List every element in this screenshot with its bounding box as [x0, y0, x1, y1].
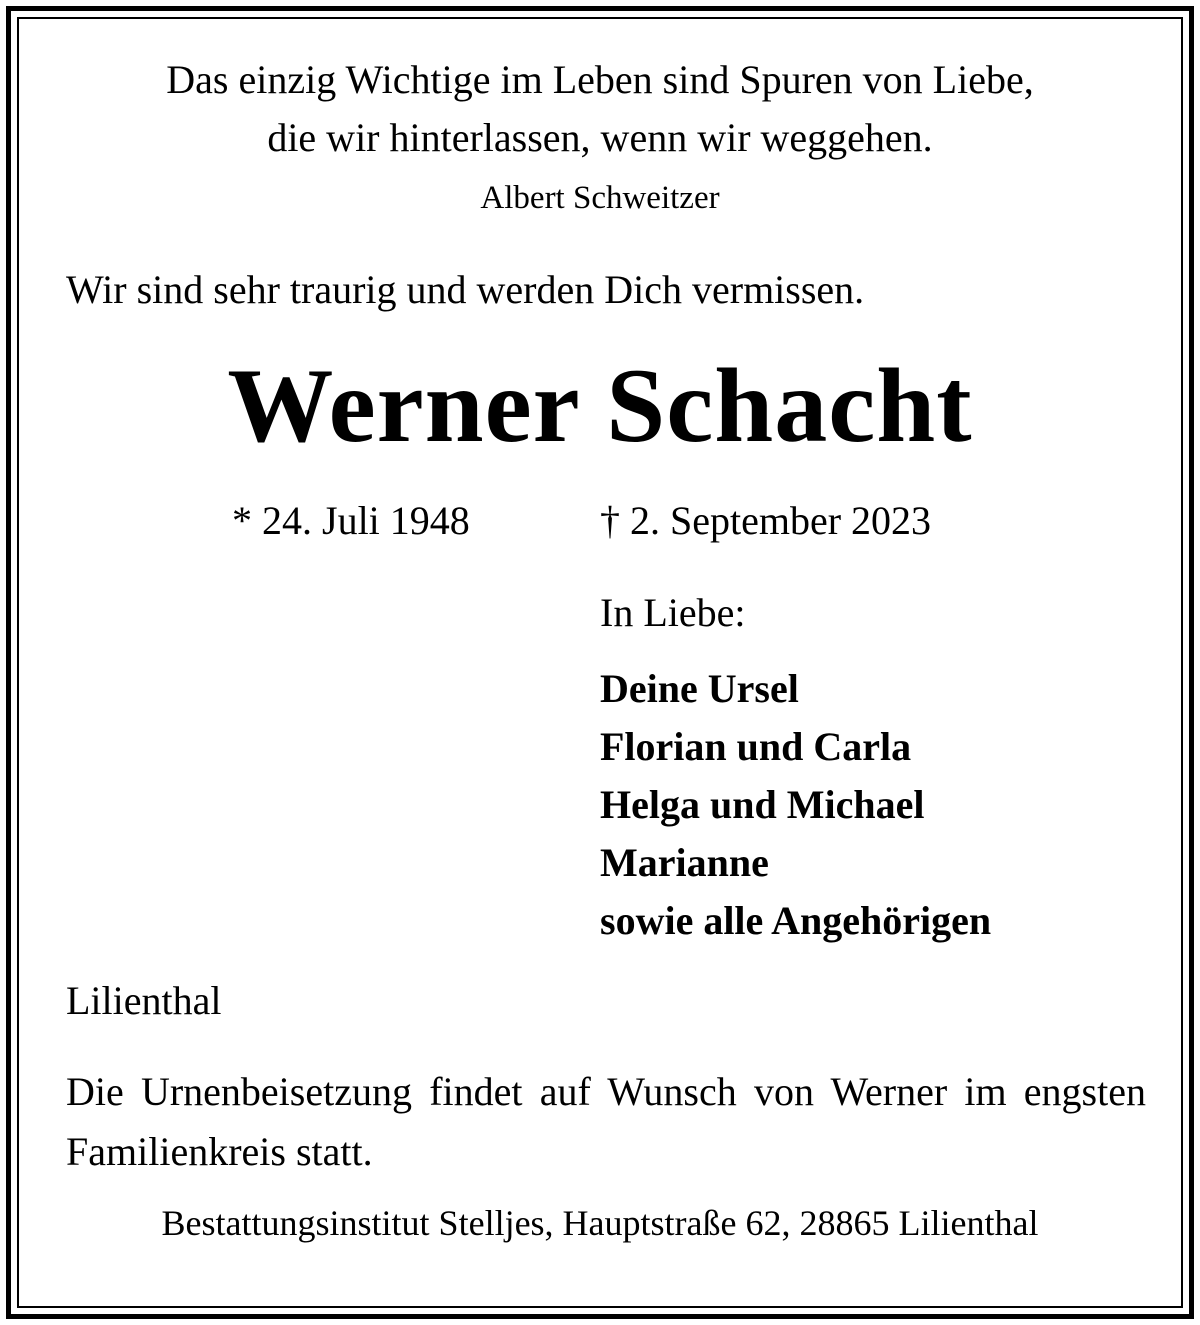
quote-author: Albert Schweitzer — [480, 180, 720, 216]
mourners-list — [600, 660, 991, 950]
mourner-name: Deine Ursel — [600, 666, 799, 711]
quote-line-2: die wir hinterlassen, wenn wir weggehen. — [267, 115, 933, 160]
mourner-name: sowie alle Angehörigen — [600, 898, 992, 943]
death-date: † 2. September 2023 — [600, 498, 932, 543]
quote-line-1: Das einzig Wichtige im Leben sind Spuren von Liebe, — [166, 57, 1034, 102]
mourners-intro: In Liebe: — [600, 590, 746, 635]
funeral-notice: Die Urnenbeisetzung findet auf Wunsch von Werner im engsten Familienkreis statt. — [66, 1069, 1146, 1174]
mourner-name: Florian und Carla — [600, 724, 912, 769]
mourner-name: Helga und Michael — [600, 782, 925, 827]
undertaker-address: Bestattungsinstitut Stelljes, Hauptstraße 62, 28865 Lilienthal — [161, 1203, 1039, 1243]
deceased-name: Werner Schacht — [227, 347, 973, 464]
condolence-intro: Wir sind sehr traurig und werden Dich vermissen. — [66, 267, 865, 312]
mourner-name: Marianne — [600, 840, 769, 885]
place-name: Lilienthal — [66, 978, 222, 1023]
birth-date: * 24. Juli 1948 — [232, 498, 470, 543]
